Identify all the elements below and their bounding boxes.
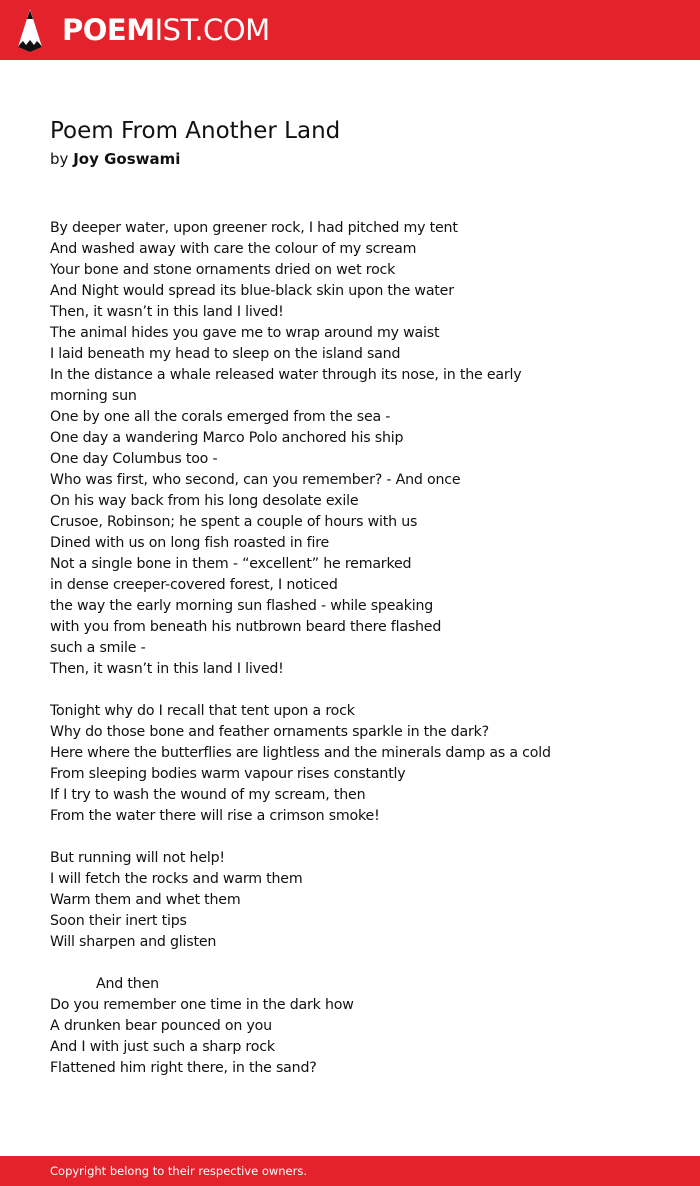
site-header	[0, 0, 700, 60]
poem-line: And Night would spread its blue-black skin upon the water	[50, 283, 454, 299]
poem-line: Dined with us on long fish roasted in fire	[50, 535, 330, 551]
poem-line: From the water there will rise a crimson smoke!	[50, 808, 380, 824]
poem-stanza	[50, 974, 660, 1079]
poem-line: I will fetch the rocks and warm them	[50, 871, 303, 887]
poem-body	[50, 218, 660, 1100]
poem-line: And then	[96, 976, 159, 992]
poem-line: But running will not help!	[50, 850, 225, 866]
brand-bold-part: POEM	[62, 13, 155, 47]
poem-title: Poem From Another Land	[50, 118, 341, 144]
poem-line: Will sharpen and glisten	[50, 934, 217, 950]
poem-line: By deeper water, upon greener rock, I had pitched my tent	[50, 220, 458, 236]
poem-line: And I with just such a sharp rock	[50, 1039, 275, 1055]
poem-line: in dense creeper-covered forest, I noticed	[50, 577, 338, 593]
poem-line: One day Columbus too -	[50, 451, 218, 467]
site-logo-text[interactable]	[62, 12, 270, 48]
poem-line: with you from beneath his nutbrown beard there flashed	[50, 619, 442, 635]
pencil-icon[interactable]	[18, 9, 42, 52]
poem-line: Flattened him right there, in the sand?	[50, 1060, 317, 1076]
poem-stanza	[50, 218, 660, 680]
author-name: Joy Goswami	[73, 150, 181, 168]
byline	[50, 148, 180, 170]
poem-stanza	[50, 848, 660, 953]
poem-line: And washed away with care the colour of my scream	[50, 241, 417, 257]
brand-light-part: IST.COM	[154, 13, 270, 47]
by-label: by	[50, 150, 69, 168]
poem-line: If I try to wash the wound of my scream, then	[50, 787, 366, 803]
poem-line: Your bone and stone ornaments dried on wet rock	[50, 262, 396, 278]
copyright-text: Copyright belong to their respective owners.	[50, 1164, 308, 1178]
poem-line: Who was first, who second, can you remember? - And once	[50, 472, 461, 488]
poem-line: Then, it wasn’t in this land I lived!	[50, 304, 284, 320]
poem-line: Tonight why do I recall that tent upon a rock	[50, 703, 355, 719]
poem-line: Warm them and whet them	[50, 892, 241, 908]
poem-stanza	[50, 701, 660, 827]
poem-line: On his way back from his long desolate exile	[50, 493, 359, 509]
site-footer	[0, 1156, 700, 1186]
poem-line: The animal hides you gave me to wrap around my waist	[50, 325, 440, 341]
poem-line: Why do those bone and feather ornaments sparkle in the dark?	[50, 724, 489, 740]
poem-line: Then, it wasn’t in this land I lived!	[50, 661, 284, 677]
poem-line: A drunken bear pounced on you	[50, 1018, 272, 1034]
poem-line: Not a single bone in them - “excellent” he remarked	[50, 556, 412, 572]
poem-line: morning sun	[50, 388, 137, 404]
poem-line: Crusoe, Robinson; he spent a couple of hours with us	[50, 514, 418, 530]
poem-line: such a smile -	[50, 640, 146, 656]
poem-line: I laid beneath my head to sleep on the island sand	[50, 346, 401, 362]
poem-line: Here where the butterflies are lightless and the minerals damp as a cold	[50, 745, 551, 761]
poem-line: One day a wandering Marco Polo anchored his ship	[50, 430, 404, 446]
poem-line: the way the early morning sun flashed - while speaking	[50, 598, 434, 614]
poem-line: In the distance a whale released water through its nose, in the early	[50, 367, 522, 383]
poem-line: Soon their inert tips	[50, 913, 187, 929]
poem-line: Do you remember one time in the dark how	[50, 997, 354, 1013]
poem-line: One by one all the corals emerged from the sea -	[50, 409, 391, 425]
poem-line: From sleeping bodies warm vapour rises constantly	[50, 766, 406, 782]
